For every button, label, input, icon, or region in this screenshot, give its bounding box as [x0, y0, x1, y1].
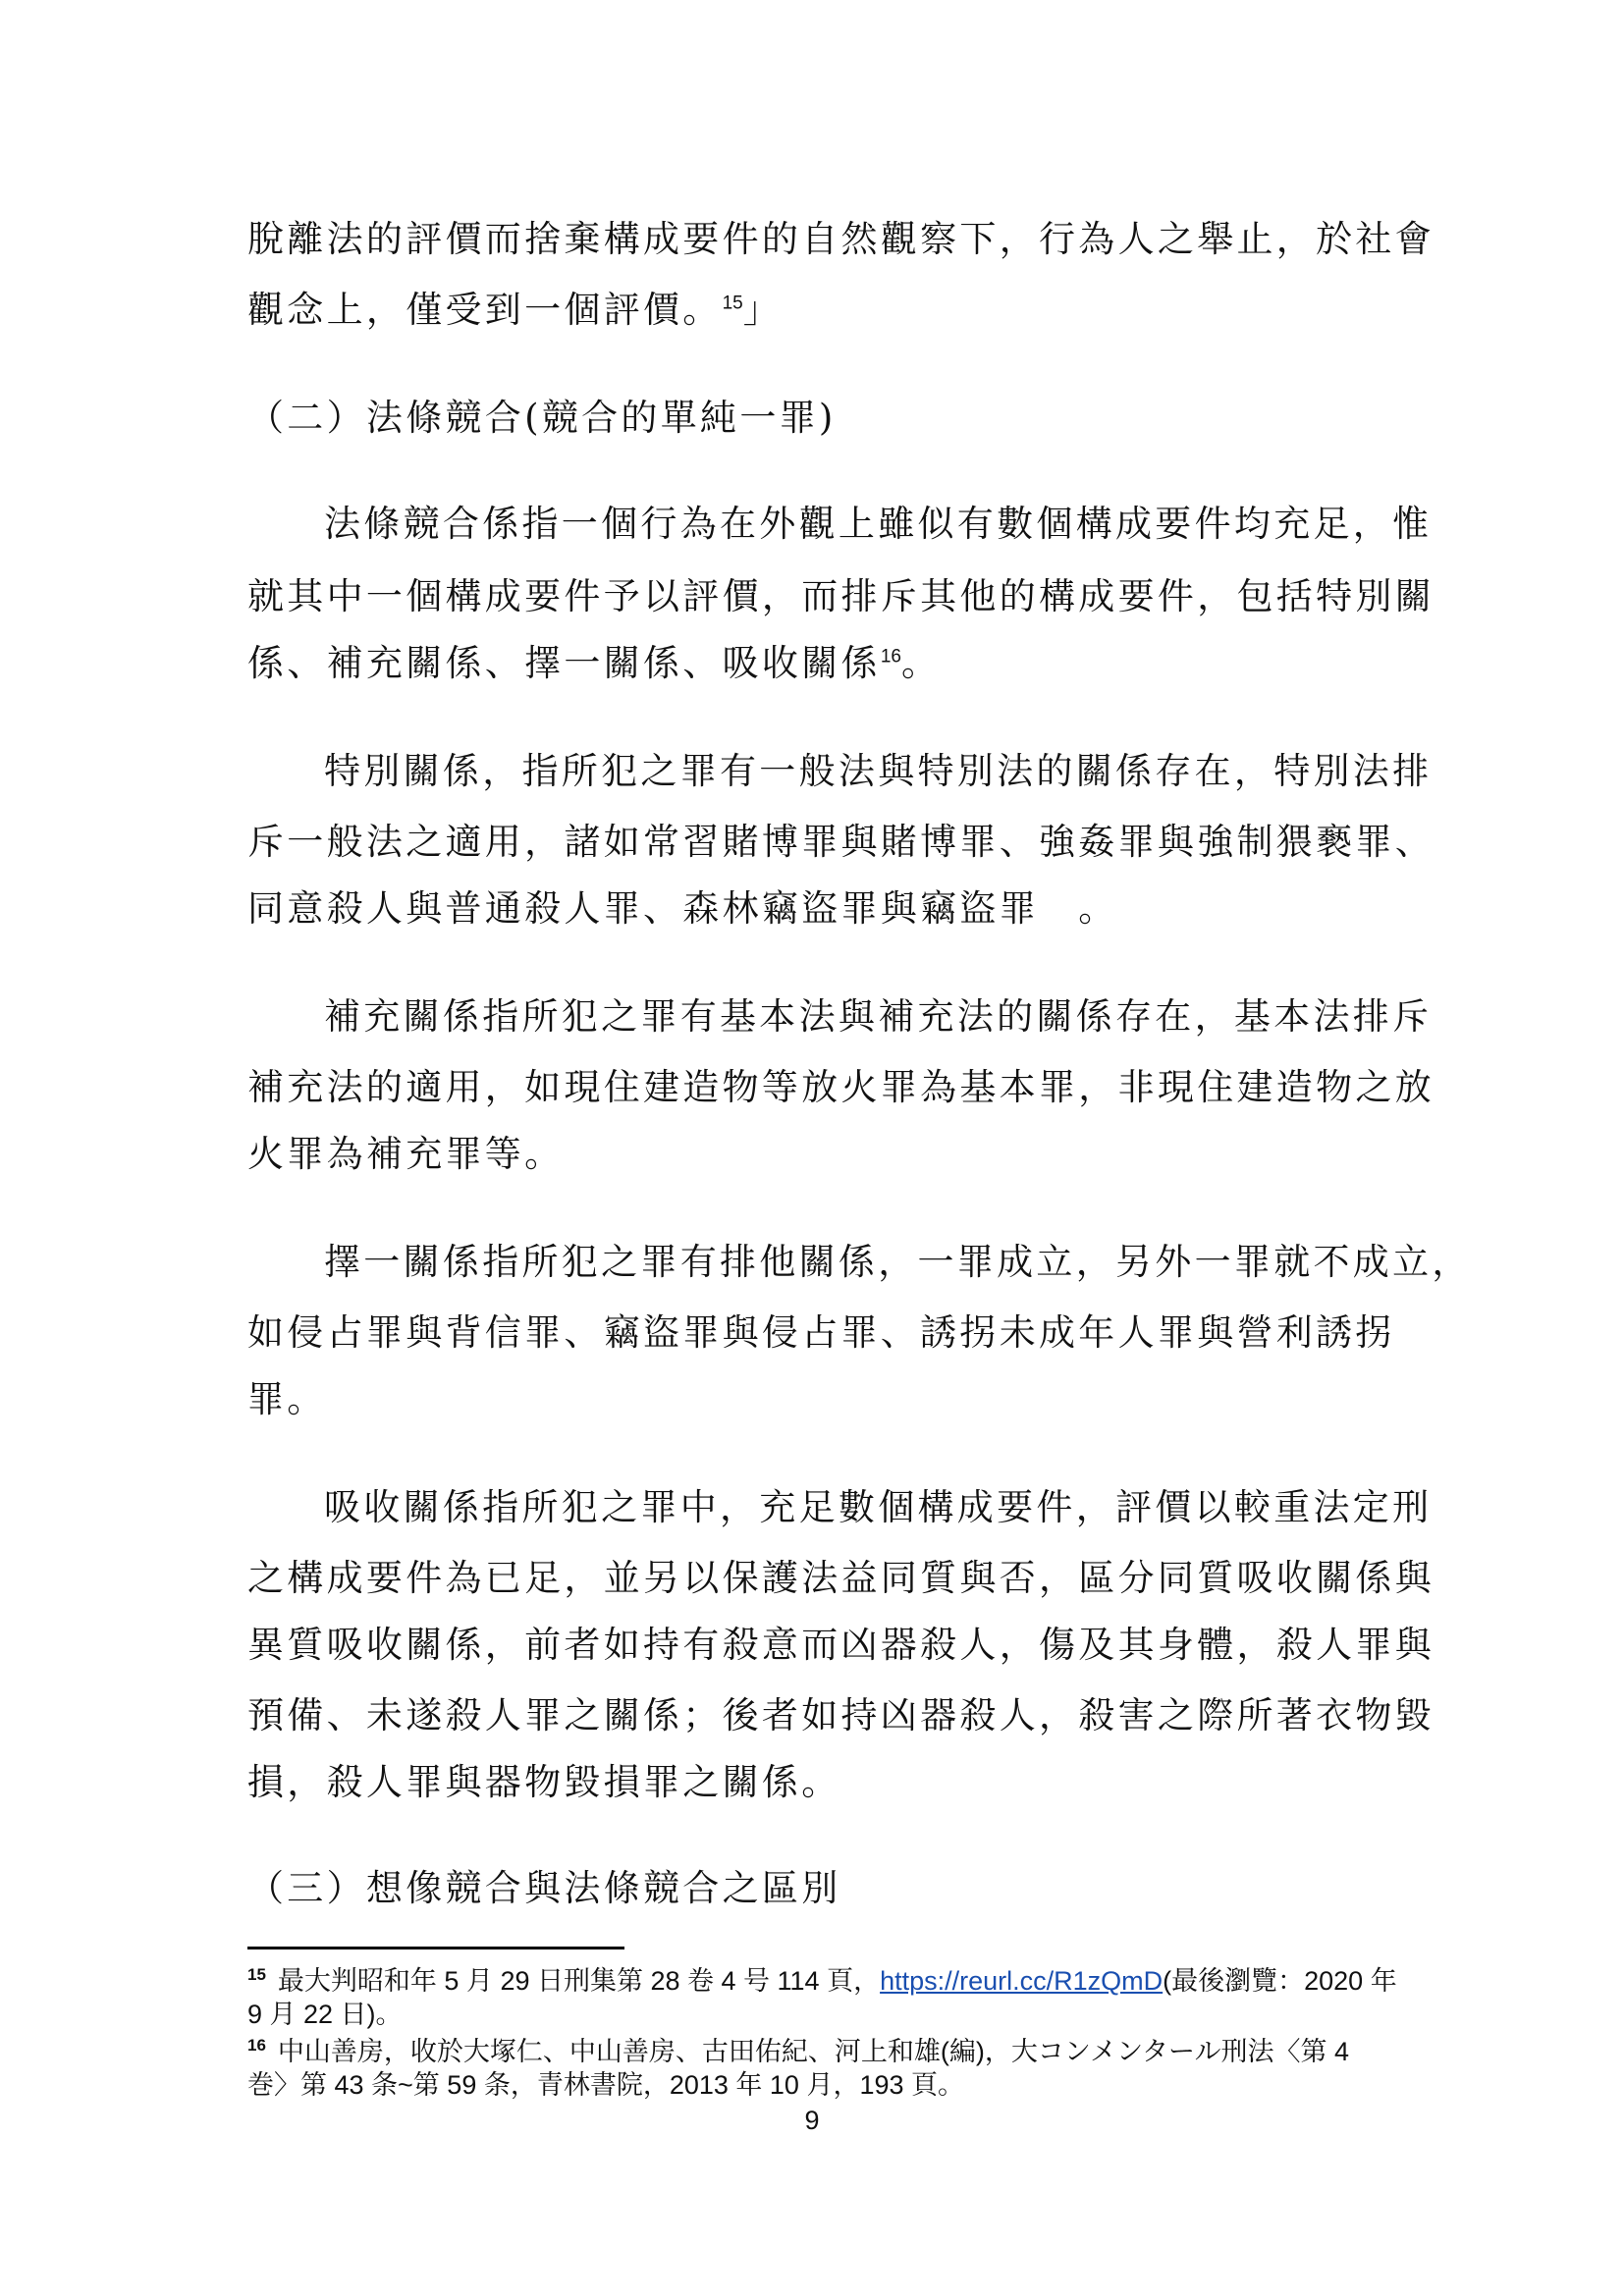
footnote-15-number: 15 — [247, 1965, 266, 1984]
page-number: 9 — [804, 2106, 820, 2135]
body-line-7: 特別關係，指所犯之罪有一般法與特別法的關係存在，特別法排 — [324, 750, 1433, 792]
footnote-15-link[interactable]: https://reurl.cc/R1zQmD — [880, 1966, 1164, 1996]
footnote-16-text: 中山善房，收於大塚仁、中山善房、古田佑紀、河上和雄(編)，大コンメンタール刑法〈第 4 — [277, 2037, 1349, 2066]
footnote-16-line-2: 巻〉第 43 条~第 59 条，青林書院，2013 年 10 月，193 頁。 — [247, 2070, 964, 2100]
footnote-15-line-1 — [247, 1965, 1397, 1998]
body-line-6-text: 係、補充關係、擇一關係、吸收關係 — [247, 642, 881, 684]
footnote-15-text: 最大判昭和年 5 月 29 日刑集第 28 卷 4 号 114 頁， — [277, 1966, 881, 1996]
body-line-6-end: 。 — [900, 642, 942, 684]
body-line-12: 火罪為補充罪等。 — [247, 1133, 565, 1175]
body-line-13: 擇一關係指所犯之罪有排他關係，一罪成立，另外一罪就不成立， — [324, 1241, 1472, 1283]
footnote-16-number: 16 — [247, 2036, 266, 2055]
footnote-separator — [247, 1947, 624, 1949]
body-line-19: 預備、未遂殺人罪之關係；後者如持凶器殺人，殺害之際所著衣物毀 — [247, 1694, 1435, 1736]
body-line-2-end: 」 — [742, 289, 784, 331]
body-line-16: 吸收關係指所犯之罪中，充足數個構成要件，評價以較重法定刑 — [324, 1486, 1433, 1528]
body-line-5: 就其中一個構成要件予以評價，而排斥其他的構成要件，包括特別關 — [247, 575, 1435, 617]
body-line-2 — [247, 287, 783, 334]
body-line-18: 異質吸收關係，前者如持有殺意而凶器殺人，傷及其身體，殺人罪與 — [247, 1624, 1435, 1666]
footnote-ref-15[interactable]: 15 — [722, 293, 743, 314]
body-line-4: 法條競合係指一個行為在外觀上雖似有數個構成要件均充足，惟 — [324, 503, 1433, 545]
section-heading-3: （三）想像競合與法條競合之區別 — [247, 1867, 841, 1909]
body-line-8: 斥一般法之適用，諸如常習賭博罪與賭博罪、強姦罪與強制猥褻罪、 — [247, 821, 1435, 863]
body-line-17: 之構成要件為已足，並另以保護法益同質與否，區分同質吸收關係與 — [247, 1557, 1435, 1599]
body-line-6 — [247, 640, 941, 687]
body-line-20: 損，殺人罪與器物毀損罪之關係。 — [247, 1761, 841, 1803]
section-heading-2: （二）法條競合(競合的單純一罪) — [247, 397, 837, 439]
body-line-9: 同意殺人與普通殺人罪、森林竊盜罪與竊盜罪 。 — [247, 887, 1118, 930]
body-line-11: 補充法的適用，如現住建造物等放火罪為基本罪，非現住建造物之放 — [247, 1066, 1435, 1108]
footnote-ref-16[interactable]: 16 — [880, 646, 901, 667]
body-line-15: 罪。 — [247, 1378, 327, 1420]
body-line-2-text: 觀念上，僅受到一個評價。 — [247, 289, 723, 331]
footnote-15-text-b: (最後瀏覽：2020 年 — [1163, 1966, 1397, 1996]
body-line-1: 脫離法的評價而捨棄構成要件的自然觀察下，行為人之舉止，於社會 — [247, 218, 1435, 260]
body-line-10: 補充關係指所犯之罪有基本法與補充法的關係存在，基本法排斥 — [324, 995, 1433, 1038]
footnote-15-line-2: 9 月 22 日)。 — [247, 2000, 403, 2029]
footnote-16-line-1 — [247, 2036, 1349, 2068]
body-line-14: 如侵占罪與背信罪、竊盜罪與侵占罪、誘拐未成年人罪與營利誘拐 — [247, 1311, 1395, 1354]
